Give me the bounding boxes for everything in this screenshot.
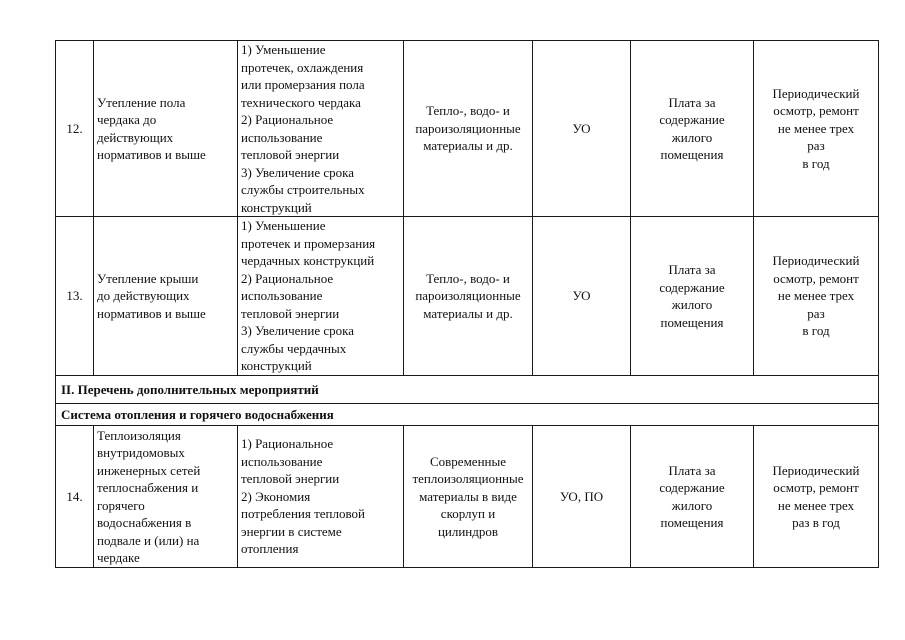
cell-line: 12. <box>66 120 83 136</box>
executor <box>533 426 631 568</box>
cell-line: чердаке <box>97 550 140 565</box>
cell-line: осмотр, ремонт <box>773 270 859 286</box>
cell-line: помещения <box>660 314 724 330</box>
cell-line: пароизоляционные <box>415 288 521 304</box>
cell-line: содержание <box>659 480 725 495</box>
cell-line: УО <box>572 120 591 136</box>
cell-line: Периодический <box>772 85 860 101</box>
cell-line: службы строительных <box>241 182 365 197</box>
frequency <box>754 217 879 376</box>
cell-line: Тепло-, водо- и <box>426 103 510 119</box>
section-row <box>56 376 879 404</box>
cell-line: службы чердачных <box>241 340 347 356</box>
cell-line: нормативов и выше <box>97 305 206 321</box>
cell-line: материалы и др. <box>423 138 513 154</box>
cell-line: 13. <box>66 288 83 304</box>
expected-result <box>238 426 404 568</box>
cell-line: Плата за <box>668 94 716 110</box>
cell-line: энергии в системе <box>241 523 342 539</box>
subsection-title: Система отопления и горячего водоснабжения <box>56 404 879 426</box>
cell-line: теплоснабжения и <box>97 480 199 495</box>
cell-line: УО, ПО <box>559 488 604 504</box>
cell-line: материалы в виде <box>419 488 517 504</box>
cell-line: УО <box>572 288 591 304</box>
cell-line: 3) Увеличение срока <box>241 323 354 339</box>
cell-line: чердака до <box>97 112 157 127</box>
cell-line: помещения <box>660 147 724 162</box>
cell-line: конструкций <box>241 199 312 215</box>
cell-line: или промерзания пола <box>241 77 365 92</box>
cell-line: помещения <box>660 515 724 530</box>
cell-line: Периодический <box>772 462 860 478</box>
cell-line: осмотр, ремонт <box>773 480 859 495</box>
cell-line: раз <box>807 305 825 321</box>
cell-line: содержание <box>659 112 725 127</box>
row-number <box>56 426 94 568</box>
cell-line: до действующих <box>97 288 190 304</box>
cell-line: скорлуп и <box>440 506 496 522</box>
funding-source <box>631 426 754 568</box>
cell-line: раз в год <box>792 515 840 530</box>
cell-line: 2) Рациональное <box>241 270 334 286</box>
subsection-row <box>56 404 879 426</box>
frequency <box>754 41 879 217</box>
cell-line: осмотр, ремонт <box>773 103 859 119</box>
cell-line: чердачных конструкций <box>241 253 375 269</box>
measure-name <box>94 217 238 376</box>
cell-line: Тепло-, водо- и <box>426 270 510 286</box>
table-row <box>56 426 879 568</box>
frequency <box>754 426 879 568</box>
cell-line: отопления <box>241 541 299 557</box>
cell-line: 1) Уменьшение <box>241 218 326 234</box>
expected-result <box>238 217 404 376</box>
table-row <box>56 41 879 217</box>
cell-line: 1) Уменьшение <box>241 42 326 57</box>
cell-line: инженерных сетей <box>97 462 201 478</box>
cell-line: жилого <box>671 297 713 312</box>
cell-line: нормативов и выше <box>97 147 206 162</box>
row-number <box>56 217 94 376</box>
cell-line: в год <box>802 155 830 171</box>
cell-line: протечек и промерзания <box>241 235 376 251</box>
cell-line: 2) Рациональное <box>241 112 334 127</box>
cell-line: содержание <box>659 279 725 295</box>
cell-line: Периодический <box>772 253 860 269</box>
cell-line: Теплоизоляция <box>97 427 181 443</box>
cell-line: 1) Рациональное <box>241 436 334 452</box>
cell-line: тепловой энергии <box>241 147 340 162</box>
cell-line: подвале и (или) на <box>97 532 200 548</box>
measures-table <box>55 40 879 568</box>
expected-result <box>238 41 404 217</box>
cell-line: материалы и др. <box>423 305 513 321</box>
row-number <box>56 41 94 217</box>
cell-line: тепловой энергии <box>241 305 340 321</box>
materials <box>404 426 533 568</box>
cell-line: использование <box>241 453 323 469</box>
table-row <box>56 217 879 376</box>
cell-line: технического чердака <box>241 94 361 110</box>
cell-line: протечек, охлаждения <box>241 59 364 75</box>
cell-line: не менее трех <box>777 120 855 136</box>
cell-line: внутридомовых <box>97 445 185 460</box>
measure-name <box>94 41 238 217</box>
executor <box>533 217 631 376</box>
executor <box>533 41 631 217</box>
cell-line: конструкций <box>241 358 312 374</box>
cell-line: тепловой энергии <box>241 471 340 487</box>
materials <box>404 41 533 217</box>
cell-line: в год <box>802 323 830 339</box>
cell-line: Плата за <box>668 462 716 478</box>
cell-line: действующих <box>97 129 174 145</box>
cell-line: не менее трех <box>777 497 855 513</box>
cell-line: 2) Экономия <box>241 488 311 504</box>
cell-line: потребления тепловой <box>241 506 365 522</box>
cell-line: цилиндров <box>437 523 499 539</box>
cell-line: Плата за <box>668 262 716 277</box>
section-title: II. Перечень дополнительных мероприятий <box>56 376 879 404</box>
cell-line: Утепление крыши <box>97 270 199 286</box>
cell-line: использование <box>241 129 323 145</box>
cell-line: Современные <box>430 453 506 469</box>
cell-line: жилого <box>671 129 713 145</box>
cell-line: жилого <box>671 497 713 513</box>
funding-source <box>631 41 754 217</box>
cell-line: 14. <box>66 488 83 504</box>
cell-line: Утепление пола <box>97 94 186 110</box>
cell-line: водоснабжения в <box>97 515 192 530</box>
cell-line: 3) Увеличение срока <box>241 164 354 180</box>
cell-line: не менее трех <box>777 288 855 304</box>
funding-source <box>631 217 754 376</box>
cell-line: пароизоляционные <box>415 120 521 136</box>
materials <box>404 217 533 376</box>
cell-line: раз <box>807 138 825 154</box>
cell-line: горячего <box>97 497 145 513</box>
measure-name <box>94 426 238 568</box>
cell-line: использование <box>241 288 323 304</box>
cell-line: теплоизоляционные <box>412 471 524 487</box>
